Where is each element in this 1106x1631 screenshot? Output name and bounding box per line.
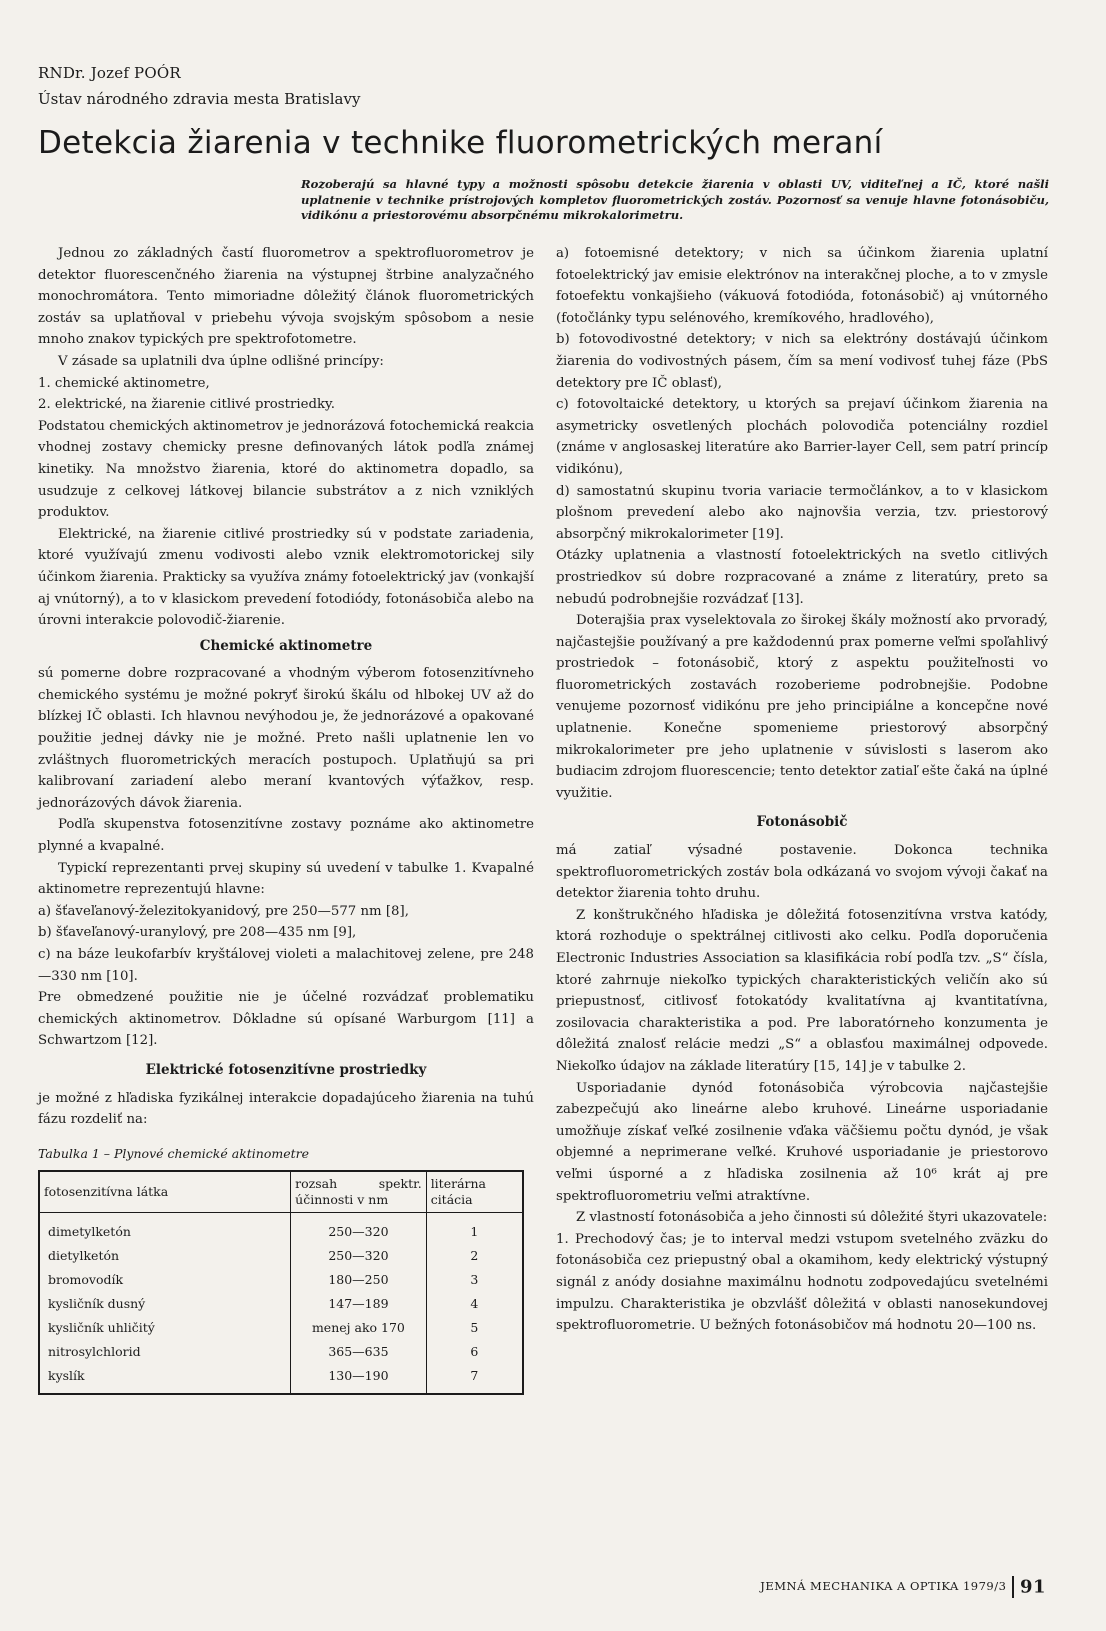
list-item: 1. chemické aktinometre, (38, 375, 210, 391)
paragraph: Jednou zo základných častí fluorometrov a spektrofluorometrov je detektor fluorescenčného žiarenia na výstupnej štrbine analyzačného monochromátora. Tento mimoriadne dôležitý článok fluorometrických zostáv sa uplatňoval v priebehu vývoja svojským spôsobom a nesie mnoho znakov typických pre spektrofotometre. (38, 246, 534, 348)
journal-name: JEMNÁ MECHANIKA A OPTIKA 1979/3 (760, 1579, 1007, 1593)
table-cell: nitrosylchlorid (39, 1340, 291, 1364)
author-name: RNDr. Jozef POÓR (38, 64, 181, 82)
table-cell: dimetylketón (39, 1213, 291, 1245)
paragraph: Z vlastností fotonásobiča a jeho činnosti sú dôležité štyri ukazovatele: (576, 1210, 1048, 1226)
paragraph: Doterajšia prax vyselektovala zo širokej škály možností ako prvoradý, najčastejšie používaný a pre každodennú prax pomerne veľmi spoľahlivý prostriedok – fotonásobič, ktorý z aspektu použiteľnosti vo fluorometrických zostavách rozoberieme podrobnejšie. Podobne venujeme pozornosť vidikónu pre jeho principiálne a koncepčne nové uplatnenie. Konečne spomenieme priestorový absorpčný mikrokalorimeter pre jeho uplatnenie v súvislosti s laserom ako budiacim zdrojom fluorescencie; tento detektor zatiaľ ešte čaká na úplné využitie. (556, 613, 1048, 801)
list-item: c) na báze leukofarbív kryštálovej violeti a malachitovej zelene, pre 248—330 nm [10]. (38, 947, 534, 984)
data-table (38, 1170, 524, 1395)
section-heading: Fotonásobič (756, 814, 848, 831)
footer-divider (1012, 1576, 1014, 1598)
paragraph: 1. Prechodový čas; je to interval medzi vstupom svetelného zväzku do fotonásobiča cez priepustný obal a okamihom, kedy elektrický výstupný signál z anódy dosiahne maximálnu hodnotu zodpovedajúcu svetelnémi impulzu. Charakteristika je obzvlášť dôležitá v oblasti nanosekundovej spektrofluorometrie. U bežných fotonásobičov má hodnotu 20—100 ns. (556, 1231, 1048, 1334)
list-item: b) fotovodivostné detektory; v nich sa elektróny dostávajú účinkom žiarenia do vodivostných pásem, čím sa mení vodivosť tuhej fáze (PbS detektory pre IČ oblasť), (556, 332, 1048, 391)
table-cell: 180—250 (291, 1268, 427, 1292)
table-row (39, 1292, 523, 1316)
page-footer (760, 1576, 1046, 1598)
table-cell: kyslík (39, 1364, 291, 1394)
paragraph: Typickí reprezentanti prvej skupiny sú uvedení v tabulke 1. Kvapalné aktinometre reprezentujú hlavne: (38, 860, 534, 898)
table-row (39, 1316, 523, 1340)
left-column (38, 243, 534, 1395)
article-title: Detekcia žiarenia v technike fluorometrických meraní (38, 125, 883, 161)
table-cell: 3 (470, 1272, 479, 1288)
section-heading: Chemické aktinometre (199, 637, 373, 654)
table-row (39, 1268, 523, 1292)
table-cell: kysličník dusný (39, 1292, 291, 1316)
table-row (39, 1244, 523, 1268)
table-cell: 130—190 (291, 1364, 427, 1394)
paragraph: Pre obmedzené použitie nie je účelné rozvádzať problematiku chemických aktinometrov. Dôkladne sú opísané Warburgom [11] a Schwartzom [12]. (38, 990, 534, 1049)
table-cell: 4 (470, 1296, 479, 1312)
table-cell: 6 (470, 1344, 479, 1360)
author-institution: Ústav národného zdravia mesta Bratislavy (38, 90, 361, 108)
paragraph: Otázky uplatnenia a vlastností fotoelektrických na svetlo citlivých prostriedkov sú dobre rozpracované a známe z literatúry, preto sa nebudú podrobnejšie rozvádzať [13]. (556, 548, 1048, 607)
table-row (39, 1364, 523, 1394)
page-number: 91 (1019, 1576, 1046, 1598)
column-header: rozsah spektr. účinnosti v nm (291, 1171, 427, 1213)
paragraph: Podľa skupenstva fotosenzitívne zostavy poznáme ako aktinometre plynné a kvapalné. (38, 817, 534, 855)
table-cell: dietylketón (39, 1244, 291, 1268)
table-caption: Tabulka 1 – Plynové chemické aktinometre (38, 1145, 310, 1161)
paragraph: je možné z hľadiska fyzikálnej interakcie dopadajúceho žiarenia na tuhú fázu rozdeliť na: (38, 1090, 534, 1128)
table-cell: 365—635 (291, 1340, 427, 1364)
paragraph: Usporiadanie dynód fotonásobiča výrobcovia najčastejšie zabezpečujú ako lineárne alebo kruhové. Lineárne usporiadanie umožňuje získať veľké zosilnenie vďaka väčšiemu počtu dynód, je však objemné a neprimerane veľké. Kruhové usporiadanie je priestorovo veľmi úsporné a z hľadiska zosilnenia až 10⁶ krát aj pre spektrofluorometriu veľmi atraktívne. (556, 1080, 1048, 1204)
table-row (39, 1213, 523, 1245)
paragraph: má zatiaľ výsadné postavenie. Dokonca technika spektrofluorometrických zostáv bola odkázaná vo svojom vývoji čakať na detektor žiarenia tohto druhu. (556, 843, 1048, 902)
right-column (556, 243, 1048, 1337)
table-cell: 250—320 (291, 1244, 427, 1268)
list-item: 2. elektrické, na žiarenie citlivé prostriedky. (38, 397, 335, 413)
column-header: literárna citácia (426, 1171, 523, 1213)
table-row (39, 1340, 523, 1364)
paragraph: Z konštrukčného hľadiska je dôležitá fotosenzitívna vrstva katódy, ktorá rozhoduje o spektrálnej citlivosti ako celku. Podľa doporučenia Electronic Industries Association sa klasifikácia robí podľa tzv. „S“ čísla, ktoré zahrnuje niekoľko typických charakteristických veličín ako sú priepustnosť, citlivosť fotokatódy kvalitatívna aj kvantitatívna, zosilovacia charakteristika a pod. Pre laboratórneho konzumenta je dôležitá znalosť relácie medzi „S“ a oblasťou maximálnej odpovede. Niekoľko údajov na základe literatúry [15, 14] je v tabulke 2. (556, 907, 1048, 1074)
table-cell: menej ako 170 (291, 1316, 427, 1340)
list-item: a) šťaveľanový-železitokyanidový, pre 250—577 nm [8], (38, 903, 409, 919)
paragraph: sú pomerne dobre rozpracované a vhodným výberom fotosenzitívneho chemického systému je možné pokryť širokú škálu od hlbokej UV až do blízkej IČ oblasti. Ich hlavnou nevýhodou je, že jednorázové a opakované použitie jednej dávky nie je možné. Preto našli uplatnenie len vo zvláštnych fluorometrických meracích postupoch. Uplatňujú sa pri kalibrovaní zariadení alebo meraní kvantových výťažkov, resp. jednorázových dávok žiarenia. (38, 666, 534, 811)
table-cell: 5 (470, 1320, 479, 1336)
table-cell: 147—189 (291, 1292, 427, 1316)
column-header: fotosenzitívna látka (39, 1171, 291, 1213)
table-cell: 2 (470, 1248, 479, 1264)
table-cell: kysličník uhličitý (39, 1316, 291, 1340)
article-abstract: Rozoberajú sa hlavné typy a možnosti spôsobu detekcie žiarenia v oblasti UV, viditeľnej a IČ, ktoré našli uplatnenie v technike prístrojových kompletov fluorometrických zostáv. Pozornosť sa venuje hlavne fotonásobiču, vidikónu a priestorovému absorpčnému mikrokalorimetru. (301, 177, 1049, 222)
list-item: b) šťaveľanový-uranylový, pre 208—435 nm [9], (38, 925, 357, 941)
table-cell: 7 (470, 1368, 479, 1384)
table-cell: 250—320 (291, 1213, 427, 1245)
table-cell: 1 (470, 1224, 479, 1240)
list-item: d) samostatnú skupinu tvoria variacie termočlánkov, a to v klasickom plošnom prevedení alebo ako najnovšia verzia, tzv. priestorový absorpčný mikrokalorimeter [19]. (556, 483, 1048, 542)
table-cell: bromovodík (39, 1268, 291, 1292)
paragraph: Elektrické, na žiarenie citlivé prostriedky sú v podstate zariadenia, ktoré využívajú zmenu vodivosti alebo vznik elektromotorickej sily účinkom žiarenia. Prakticky sa využíva známy fotoelektrický jav (vonkajší aj vnútorný), a to v klasickom prevedení fotodiódy, fotonásobiča alebo na úrovni interakcie polovodič-žiarenie. (38, 526, 534, 629)
list-item: c) fotovoltaické detektory, u ktorých sa prejaví účinkom žiarenia na asymetricky osvetlených plochách polovodiča potenciálny rozdiel (známe v anglosaskej literatúre ako Barrier-layer Cell, sem patrí princíp vidikónu), (556, 397, 1048, 477)
paragraph: Podstatou chemických aktinometrov je jednorázová fotochemická reakcia vhodnej zostavy chemicky presne definovaných látok podľa známej kinetiky. Na množstvo žiarenia, ktoré do aktinometra dopadlo, sa usudzuje z celkovej látkovej bilancie substrátov a z nich vzniklých produktov. (38, 418, 534, 521)
paragraph: V zásade sa uplatnili dva úplne odlišné princípy: (58, 353, 384, 369)
list-item: a) fotoemisné detektory; v nich sa účinkom žiarenia uplatní fotoelektrický jav emisie elektrónov na interakčnej ploche, a to v zmysle fotoefektu vonkajšieho (vákuová fotodióda, fotonásobič) aj vnútorného (fotočlánky typu selénového, kremíkového, hradlového), (556, 246, 1048, 326)
section-heading: Elektrické fotosenzitívne prostriedky (145, 1061, 427, 1078)
